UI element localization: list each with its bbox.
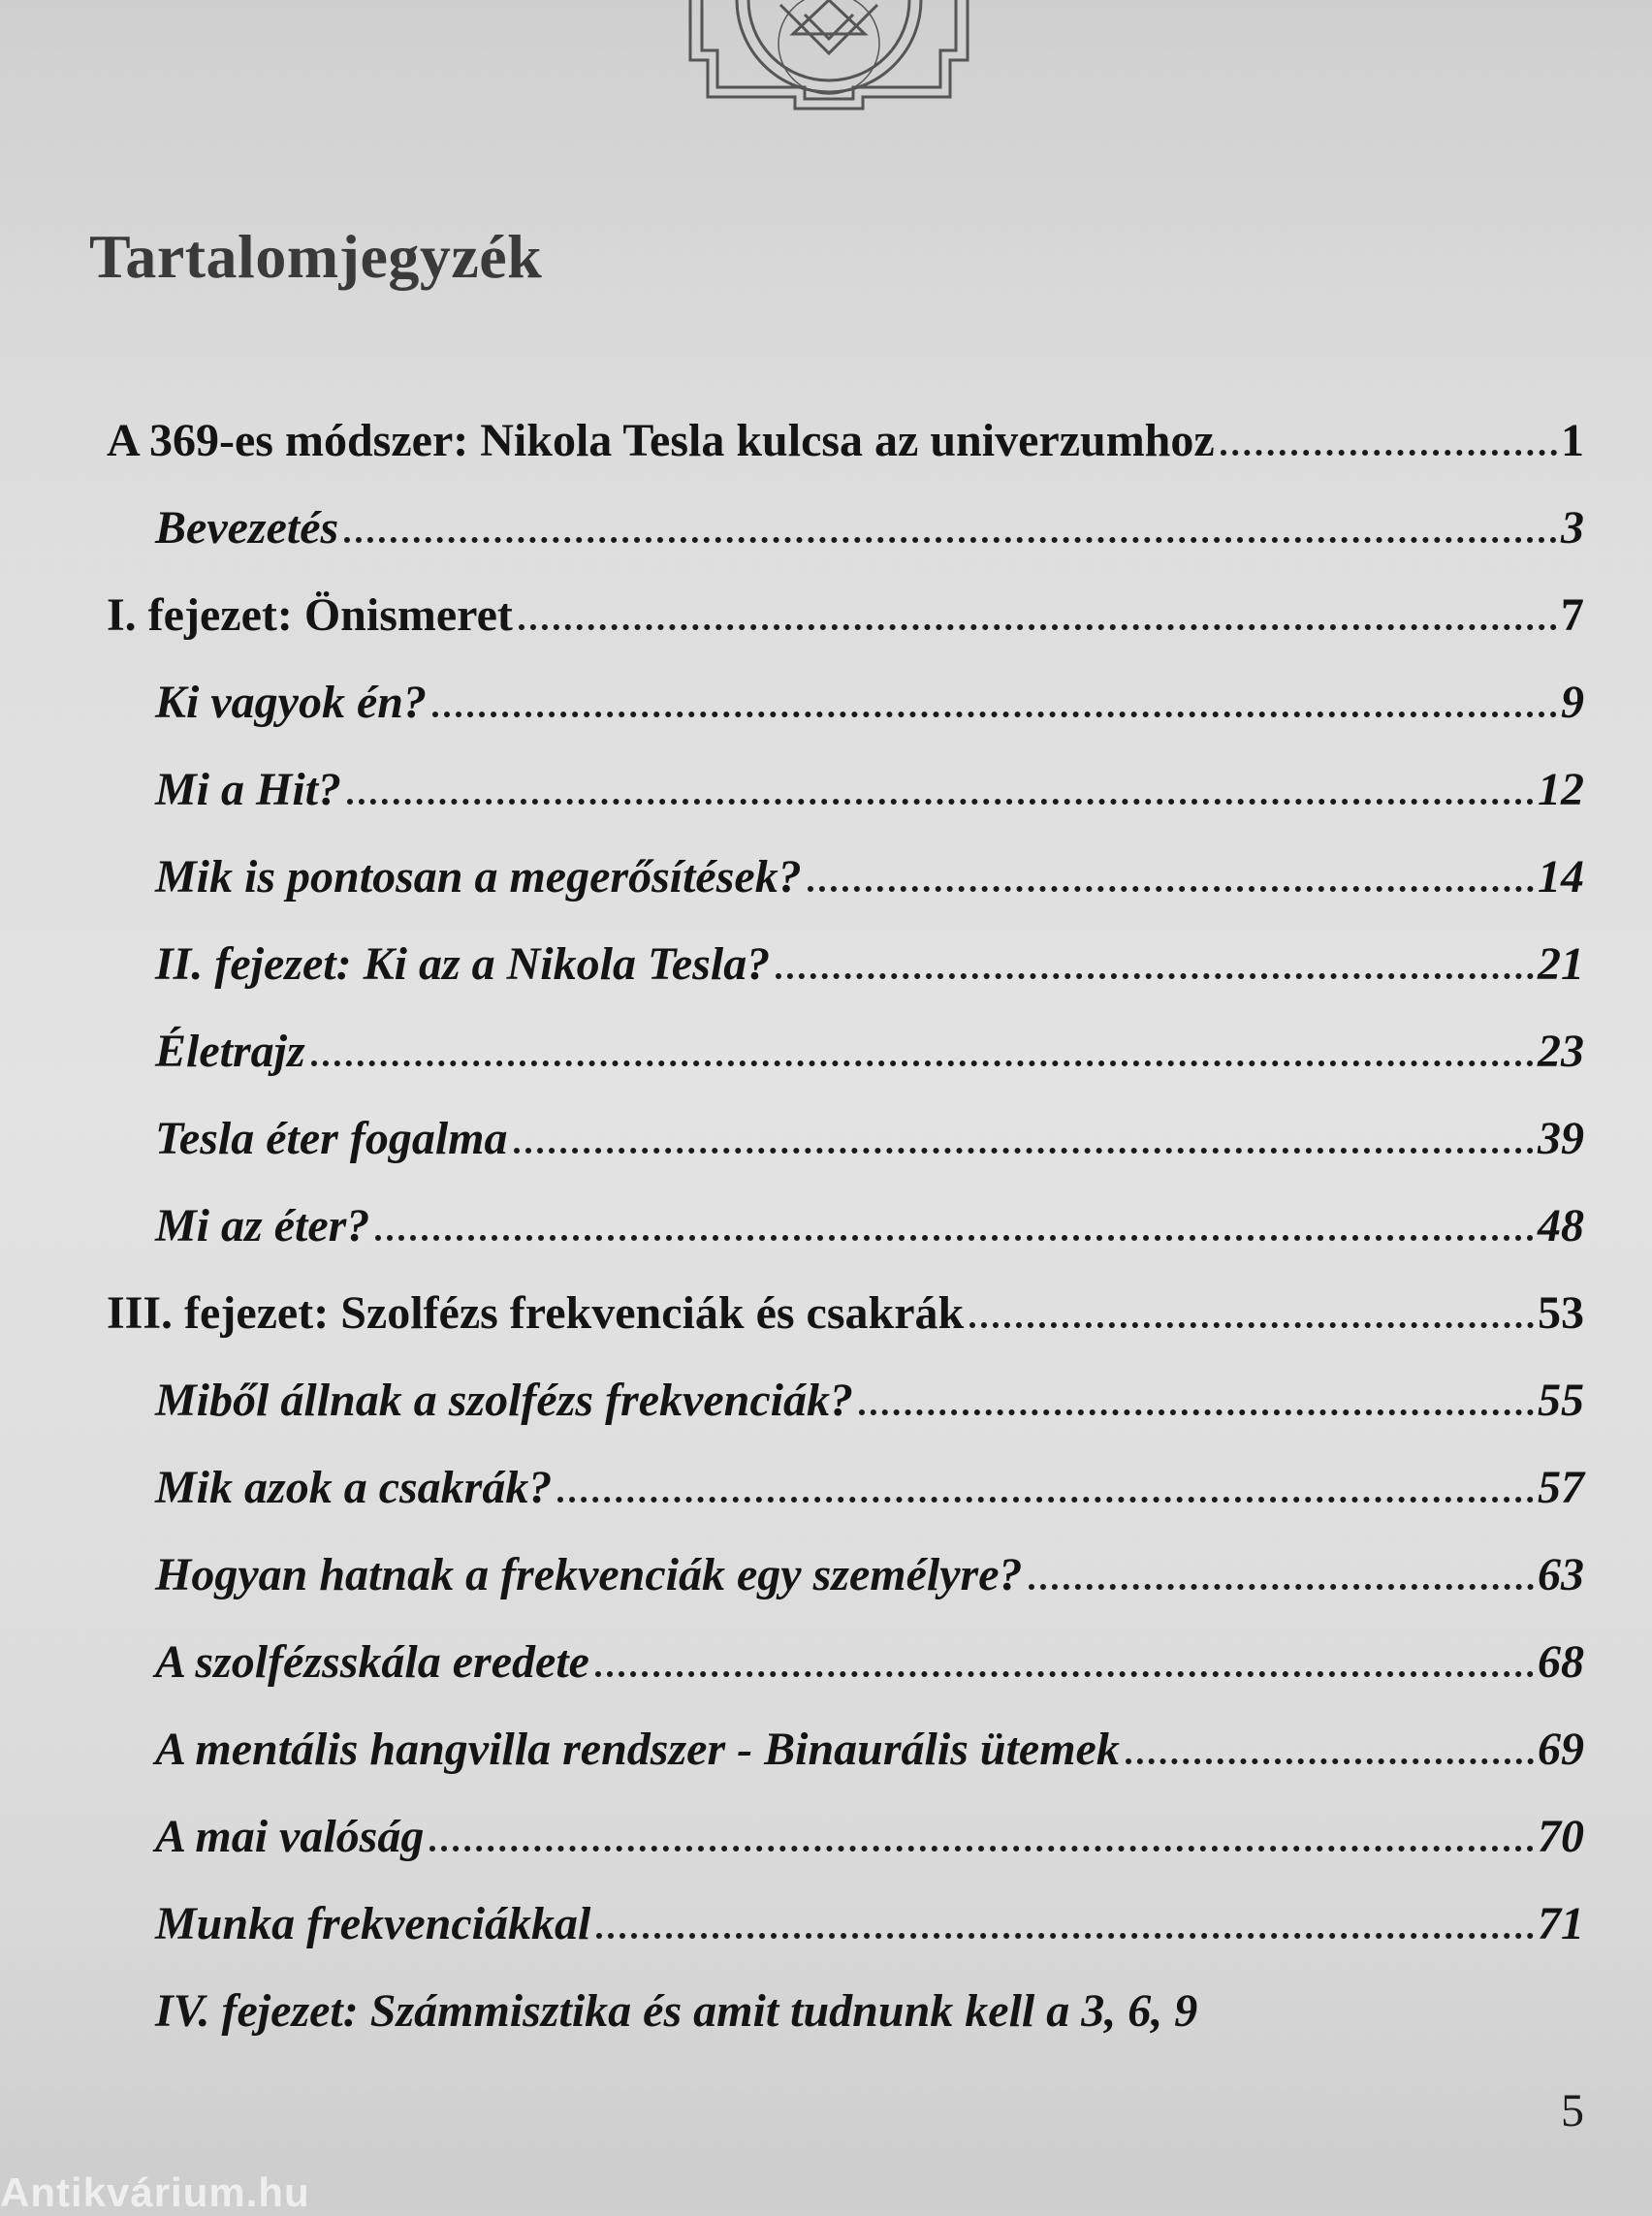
dot-leader <box>429 1846 1534 1852</box>
toc-entry-label: A szolfézsskála eredete <box>155 1636 589 1688</box>
toc-entry-label: Mik azok a csakrák? <box>155 1462 553 1513</box>
toc-entry-label: I. fejezet: Önismeret <box>107 589 513 641</box>
toc-entry[interactable] <box>155 1454 1584 1522</box>
dot-leader <box>514 1148 1534 1154</box>
toc-entry-page: 63 <box>1538 1549 1584 1600</box>
toc-entry-label: III. fejezet: Szolfézs frekvenciák és csakrák <box>107 1287 965 1339</box>
dot-leader <box>859 1409 1534 1415</box>
toc-entry[interactable] <box>107 1280 1584 1347</box>
dot-leader <box>595 1671 1534 1677</box>
dot-leader <box>375 1235 1534 1241</box>
toc-entry-page: 21 <box>1538 938 1584 990</box>
toc-entry-page: 53 <box>1538 1287 1584 1339</box>
toc-entry-page: 57 <box>1538 1462 1584 1513</box>
toc-entry-page: 71 <box>1538 1898 1584 1949</box>
toc-entry[interactable] <box>155 1803 1584 1871</box>
toc-entry-page: 14 <box>1538 851 1584 902</box>
toc-entry[interactable] <box>107 582 1584 649</box>
toc-entry[interactable] <box>155 669 1584 737</box>
toc-entry[interactable] <box>155 1978 1584 2045</box>
toc-entry-label: Hogyan hatnak a frekvenciák egy személyre? <box>155 1549 1023 1600</box>
toc-entry[interactable] <box>155 1890 1584 1958</box>
toc-entry-page: 3 <box>1561 502 1584 554</box>
toc-entry-label: Mi a Hit? <box>155 764 342 815</box>
toc-entry-label: A 369-es módszer: Nikola Tesla kulcsa az univerzumhoz <box>107 415 1215 466</box>
page-number: 5 <box>1561 2085 1584 2137</box>
toc-entry-label: Tesla éter fogalma <box>155 1113 508 1164</box>
toc-entry-label: II. fejezet: Ki az a Nikola Tesla? <box>155 938 771 990</box>
dot-leader <box>519 624 1557 630</box>
toc-entry-label: Életrajz <box>155 1026 305 1077</box>
toc-entry-page: 9 <box>1561 677 1584 728</box>
toc-entry[interactable] <box>155 931 1584 998</box>
toc-entry[interactable] <box>155 1192 1584 1260</box>
dot-leader <box>1221 450 1557 456</box>
toc-entry-page: 7 <box>1561 589 1584 641</box>
toc-entry-label: Munka frekvenciákkal <box>155 1898 591 1949</box>
toc-entry[interactable] <box>155 494 1584 562</box>
toc-entry[interactable] <box>155 1716 1584 1784</box>
watermark: Antikvárium.hu <box>0 2169 310 2215</box>
toc-entry-label: A mentális hangvilla rendszer - Binaurális ütemek <box>155 1724 1120 1775</box>
toc-entry-page: 39 <box>1538 1113 1584 1164</box>
toc-entry[interactable] <box>155 1105 1584 1173</box>
toc-entry-page: 23 <box>1538 1026 1584 1077</box>
toc-entry-label: Mi az éter? <box>155 1200 370 1251</box>
dot-leader <box>1126 1758 1534 1764</box>
dot-leader <box>344 537 1557 543</box>
sri-yantra-emblem-icon <box>679 0 979 126</box>
toc-entry-page: 69 <box>1538 1724 1584 1775</box>
toc-entry[interactable] <box>155 1629 1584 1696</box>
toc-entry[interactable] <box>155 1018 1584 1086</box>
toc-entry-page: 1 <box>1561 415 1584 466</box>
page-title: Tartalomjegyzék <box>89 222 543 291</box>
dot-leader <box>311 1061 1534 1066</box>
dot-leader <box>557 1497 1534 1503</box>
toc-entry-label: IV. fejezet: Számmisztika és amit tudnunk kell a 3, 6, 9 <box>155 1985 1198 2037</box>
toc-entry[interactable] <box>155 843 1584 911</box>
dot-leader <box>776 973 1534 979</box>
toc-entry-label: Mik is pontosan a megerősítések? <box>155 851 802 902</box>
toc-entry[interactable] <box>155 756 1584 824</box>
toc-entry-page: 48 <box>1538 1200 1584 1251</box>
dot-leader <box>596 1933 1534 1939</box>
dot-leader <box>432 712 1557 717</box>
dot-leader <box>1029 1584 1534 1590</box>
toc-entry-page: 68 <box>1538 1636 1584 1688</box>
toc-entry-label: Bevezetés <box>155 502 339 554</box>
toc-entry[interactable] <box>155 1367 1584 1435</box>
dot-leader <box>347 799 1534 805</box>
toc-entry-page: 12 <box>1538 764 1584 815</box>
toc-entry-label: A mai valóság <box>155 1811 425 1862</box>
toc-entry[interactable] <box>107 407 1584 475</box>
dot-leader <box>808 886 1534 892</box>
toc-entry-page: 70 <box>1538 1811 1584 1862</box>
toc-entry-page: 55 <box>1538 1375 1584 1426</box>
dot-leader <box>969 1322 1534 1328</box>
toc-entry[interactable] <box>155 1541 1584 1609</box>
toc-entry-label: Miből állnak a szolfézs frekvenciák? <box>155 1375 853 1426</box>
toc-entry-label: Ki vagyok én? <box>155 677 427 728</box>
